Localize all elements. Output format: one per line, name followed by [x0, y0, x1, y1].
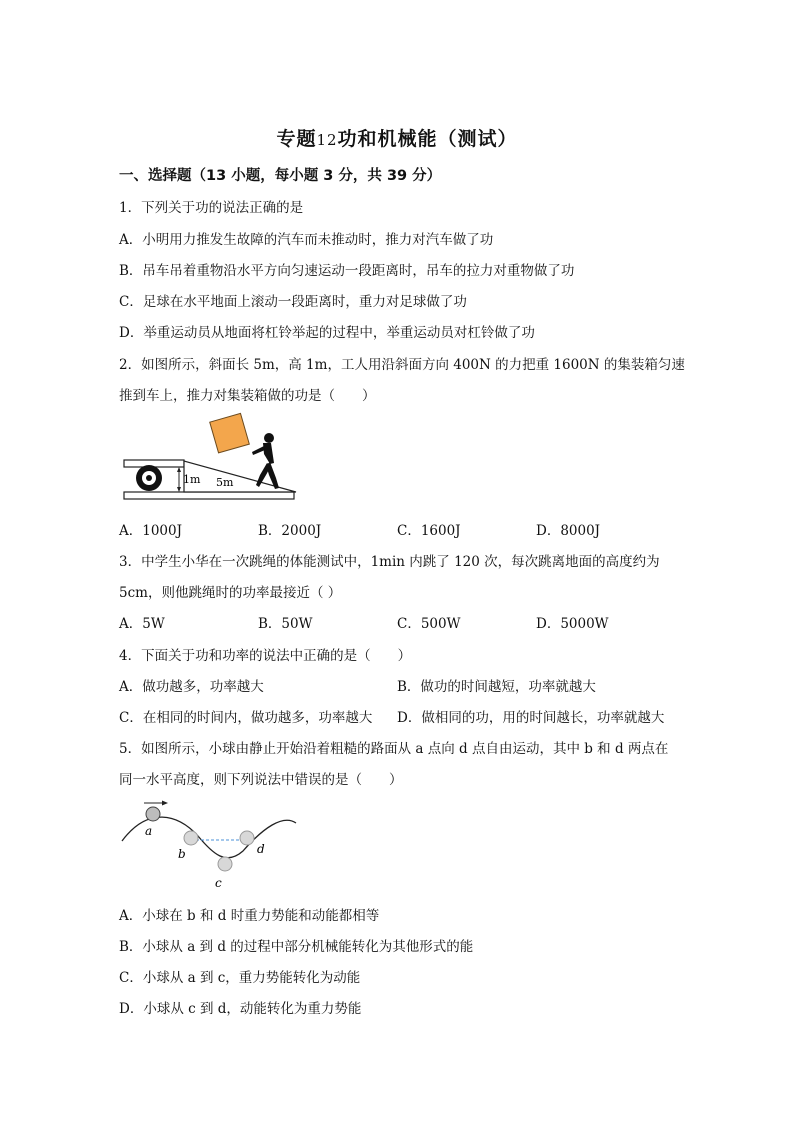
q2-option-c: C．1600J: [397, 523, 461, 539]
q2-option-a: A．1000J: [119, 523, 183, 539]
label-a: a: [145, 824, 153, 838]
title-number: 12: [316, 131, 338, 149]
q2-option-b: B．2000J: [258, 523, 322, 539]
q3-option-d: D．5000W: [536, 616, 609, 632]
q3-option-c: C．500W: [397, 616, 461, 632]
length-label: 5m: [216, 476, 234, 489]
q2-stem-line1: 2．如图所示，斜面长 5m，高 1m，工人用沿斜面方向 400N 的力把重 1600N 的集装箱匀速: [119, 357, 685, 373]
q4-option-c: C．在相同的时间内，做功越多，功率越大: [119, 710, 373, 726]
q1-option-d: D．举重运动员从地面将杠铃举起的过程中，举重运动员对杠铃做了功: [119, 325, 535, 341]
q5-track-figure: [118, 796, 302, 892]
page-title: [0, 124, 794, 151]
height-label: 1m: [183, 473, 201, 486]
ball-at-b: [184, 831, 198, 845]
truck-bed: [124, 460, 184, 467]
ground-slab: [124, 492, 294, 499]
q2-option-d: D．8000J: [536, 523, 601, 539]
q4-option-a: A．做功越多，功率越大: [119, 679, 264, 695]
q3-stem-line1: 3．中学生小华在一次跳绳的体能测试中，1min 内跳了 120 次，每次跳离地面的高度约为: [119, 554, 660, 570]
q3-option-b: B．50W: [258, 616, 313, 632]
ball-at-c: [218, 857, 232, 871]
label-d: d: [257, 842, 265, 856]
q5-option-a: A．小球在 b 和 d 时重力势能和动能都相等: [119, 908, 380, 924]
incline-ramp: [184, 461, 296, 492]
q5-option-d: D．小球从 c 到 d，动能转化为重力势能: [119, 1001, 362, 1017]
label-c: c: [215, 876, 222, 890]
q5-option-c: C．小球从 a 到 c，重力势能转化为动能: [119, 970, 361, 986]
q3-option-a: A．5W: [119, 616, 165, 632]
ball-at-d: [240, 831, 254, 845]
q1-option-c: C．足球在水平地面上滚动一段距离时，重力对足球做了功: [119, 294, 467, 310]
title-suffix: 功和机械能（测试）: [337, 128, 518, 150]
q2-stem-line2: 推到车上，推力对集装箱做的功是（ ）: [119, 388, 376, 404]
q4-option-b: B．做功的时间越短，功率就越大: [397, 679, 596, 695]
q1-option-b: B．吊车吊着重物沿水平方向匀速运动一段距离时，吊车的拉力对重物做了功: [119, 263, 575, 279]
q3-stem-line2: 5cm，则他跳绳时的功率最接近（ ）: [119, 585, 342, 601]
q4-option-d: D．做相同的功，用的时间越长，功率就越大: [397, 710, 665, 726]
q4-stem: 4．下面关于功和功率的说法中正确的是（ ）: [119, 648, 412, 664]
container-box: [210, 413, 250, 453]
label-b: b: [178, 847, 186, 861]
section-heading: 一、选择题（13 小题，每小题 3 分，共 39 分）: [119, 168, 442, 184]
q5-stem-line1: 5．如图所示，小球由静止开始沿着粗糙的路面从 a 点向 d 点自由运动，其中 b 和 d 两点在: [119, 741, 669, 757]
q5-option-b: B．小球从 a 到 d 的过程中部分机械能转化为其他形式的能: [119, 939, 474, 955]
q2-incline-figure: [120, 430, 300, 504]
title-prefix: 专题: [276, 128, 317, 150]
q5-stem-line2: 同一水平高度，则下列说法中错误的是（ ）: [119, 772, 403, 788]
ball-at-a: [146, 807, 160, 821]
q1-stem: 1．下列关于功的说法正确的是: [119, 200, 304, 216]
q1-option-a: A．小明用力推发生故障的汽车而未推动时，推力对汽车做了功: [119, 232, 494, 248]
